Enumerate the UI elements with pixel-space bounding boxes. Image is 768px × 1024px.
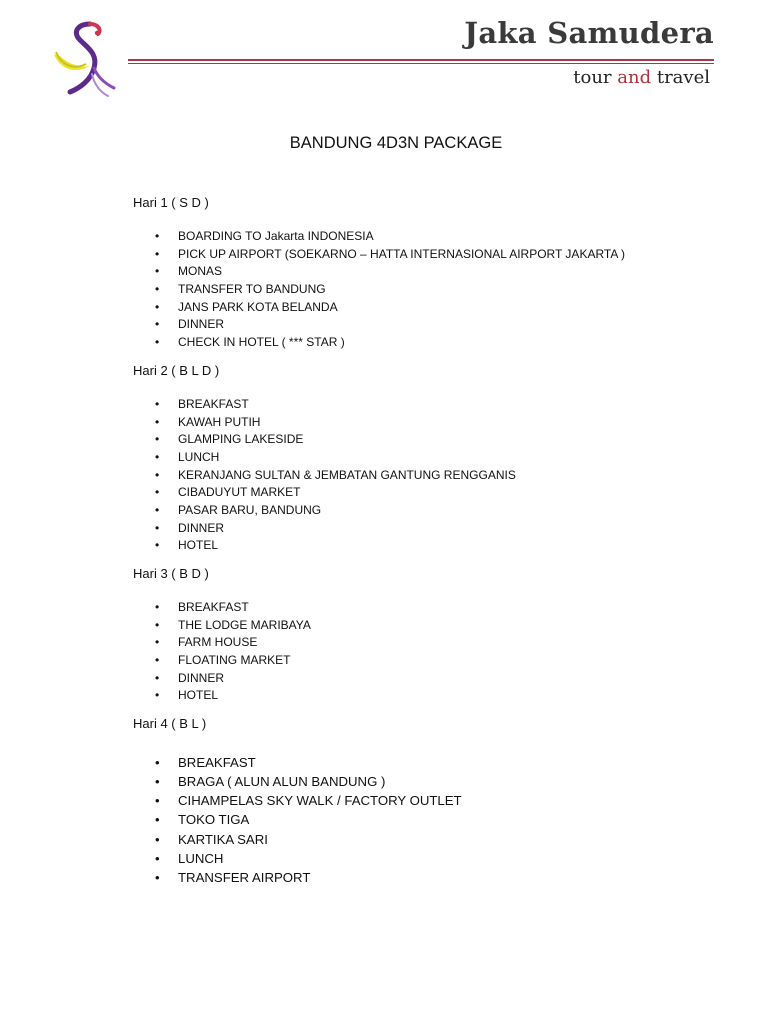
activity-list <box>133 753 728 887</box>
activity-item: • BOARDING TO Jakarta INDONESIA <box>155 228 728 246</box>
day-heading: Hari 4 ( B L ) <box>133 716 207 732</box>
activity-item: • TOKO TIGA <box>155 810 728 829</box>
activity-item: • HOTEL <box>155 687 728 705</box>
activity-item: • KARTIKA SARI <box>155 830 728 849</box>
document-title: BANDUNG 4D3N PACKAGE <box>289 134 503 152</box>
activity-item: • LUNCH <box>155 449 728 467</box>
brand-tagline <box>573 67 710 88</box>
day-2 <box>133 362 728 555</box>
activity-list <box>133 228 728 352</box>
activity-item: • TRANSFER AIRPORT <box>155 868 728 887</box>
day-heading: Hari 2 ( B L D ) <box>133 362 220 378</box>
tagline-part-1: tour <box>573 67 618 88</box>
tagline-part-2: travel <box>651 67 710 88</box>
activity-item: • KERANJANG SULTAN & JEMBATAN GANTUNG RENGGANIS <box>155 467 728 485</box>
itinerary <box>133 194 728 897</box>
day-heading: Hari 3 ( B D ) <box>133 566 209 581</box>
activity-list <box>133 396 728 555</box>
activity-item: • BREAKFAST <box>155 753 728 772</box>
activity-item: • JANS PARK KOTA BELANDA <box>155 299 728 317</box>
activity-item: • HOTEL <box>155 537 728 555</box>
activity-item: • CHECK IN HOTEL ( *** STAR ) <box>155 334 728 352</box>
activity-item: • BRAGA ( ALUN ALUN BANDUNG ) <box>155 772 728 791</box>
day-heading: Hari 1 ( S D ) <box>133 195 209 210</box>
activity-list <box>133 599 728 705</box>
activity-item: • DINNER <box>155 520 728 538</box>
activity-item: • TRANSFER TO BANDUNG <box>155 281 728 299</box>
activity-item: • FLOATING MARKET <box>155 652 728 670</box>
activity-item: • PASAR BARU, BANDUNG <box>155 502 728 520</box>
activity-item: • BREAKFAST <box>155 396 728 414</box>
activity-item: • GLAMPING LAKESIDE <box>155 431 728 449</box>
brand-name: Jaka Samudera <box>464 16 714 50</box>
day-1 <box>133 194 728 352</box>
tagline-accent: and <box>617 67 652 88</box>
activity-item: • CIHAMPELAS SKY WALK / FACTORY OUTLET <box>155 791 728 810</box>
activity-item: • PICK UP AIRPORT (SOEKARNO – HATTA INTERNASIONAL AIRPORT JAKARTA ) <box>155 246 728 264</box>
activity-item: • LUNCH <box>155 849 728 868</box>
activity-item: • FARM HOUSE <box>155 634 728 652</box>
activity-item: • DINNER <box>155 316 728 334</box>
header-rule <box>128 59 714 61</box>
activity-item: • CIBADUYUT MARKET <box>155 484 728 502</box>
header-rule-thin <box>128 63 714 64</box>
swan-logo-icon <box>50 18 122 100</box>
day-4 <box>133 715 728 887</box>
activity-item: • BREAKFAST <box>155 599 728 617</box>
activity-item: • THE LODGE MARIBAYA <box>155 617 728 635</box>
activity-item: • MONAS <box>155 263 728 281</box>
day-3 <box>133 565 728 705</box>
activity-item: • DINNER <box>155 670 728 688</box>
activity-item: • KAWAH PUTIH <box>155 414 728 432</box>
